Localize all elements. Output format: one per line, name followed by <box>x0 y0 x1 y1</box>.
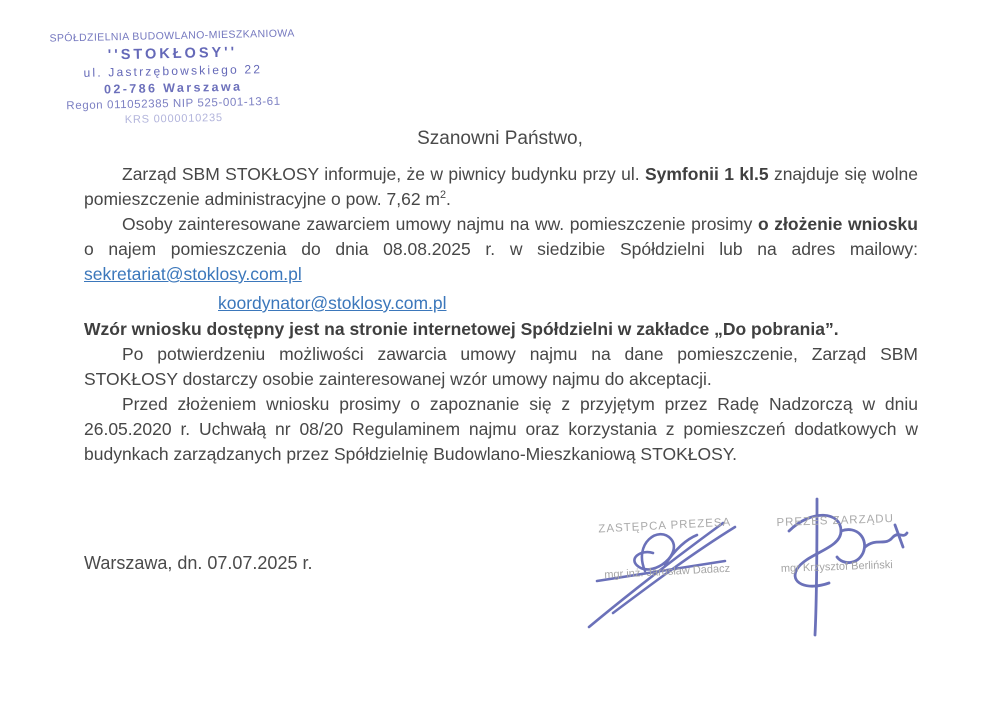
signature-block-president <box>735 512 937 577</box>
email-link[interactable]: koordynator@stoklosy.com.pl <box>218 293 447 313</box>
paragraph-intro: Zarząd SBM STOKŁOSY informuje, że w piwnicy budynku przy ul. Symfonii 1 kl.5 znajduje się wolne pomieszczenie administracyjne o pow. 7,62 $m^2$. <box>84 164 918 209</box>
salutation: Szanowni Państwo, <box>417 128 583 149</box>
paragraph-confirmation: Po potwierdzeniu możliwości zawarcia umowy najmu na dane pomieszczenie, Zarząd SBM STOKŁOSY dostarczy osobie zainteresowanej wzór umowy najmu do akceptacji. <box>84 344 918 389</box>
stamp-regon-nip: Regon 011052385 NIP 525-001-13-61 <box>66 96 281 113</box>
signature-title-deputy: ZASTĘPCA PREZESA <box>598 516 732 536</box>
stamp-street: ul. Jastrzębowskiego 22 <box>83 62 263 81</box>
stamp-company-name: SPÓŁDZIELNIA BUDOWLANO-MIESZKANIOWA <box>49 27 295 45</box>
signature-name-president: mgr Krzysztof Berliński <box>780 559 893 575</box>
paragraph-form-download: Wzór wniosku dostępny jest na stronie internetowej Spółdzielni w zakładce „Do pobrania”. <box>84 319 839 339</box>
company-stamp <box>47 27 299 129</box>
date-line: Warszawa, dn. 07.07.2025 r. <box>84 553 313 573</box>
stamp-city: 02-786 Warszawa <box>103 79 243 97</box>
email-link[interactable]: sekretariat@stoklosy.com.pl <box>84 264 302 284</box>
signature-title-president: PREZES ZARZĄDU <box>776 512 895 530</box>
paragraph-application: Osoby zainteresowane zawarciem umowy najmu na ww. pomieszczenie prosimy o złożenie wniosku o najem pomieszczenia do dnia 08.08.2025 r. w siedzibie Spółdzielni lub na adres mailowy: sekretariat@stoklosy.com.pl <box>84 214 918 284</box>
paragraph-coordinator-email <box>84 291 918 316</box>
letter-body <box>84 162 918 467</box>
paragraph-regulations: Przed złożeniem wniosku prosimy o zapoznanie się z przyjętym przez Radę Nadzorczą w dniu 26.05.2020 r. Uchwałą nr 08/20 Regulaminem najmu oraz korzystania z pomieszczeń dodatkowych w budynkach zarządzanych przez Spółdzielnię Budowlano-Mieszkaniową STOKŁOSY. <box>84 394 918 464</box>
stamp-brand-name: ''STOKŁOSY'' <box>107 44 238 63</box>
stamp-krs: KRS 0000010235 <box>124 112 224 127</box>
signature-name-deputy: mgr inż. Jarosław Dadacz <box>604 562 731 582</box>
